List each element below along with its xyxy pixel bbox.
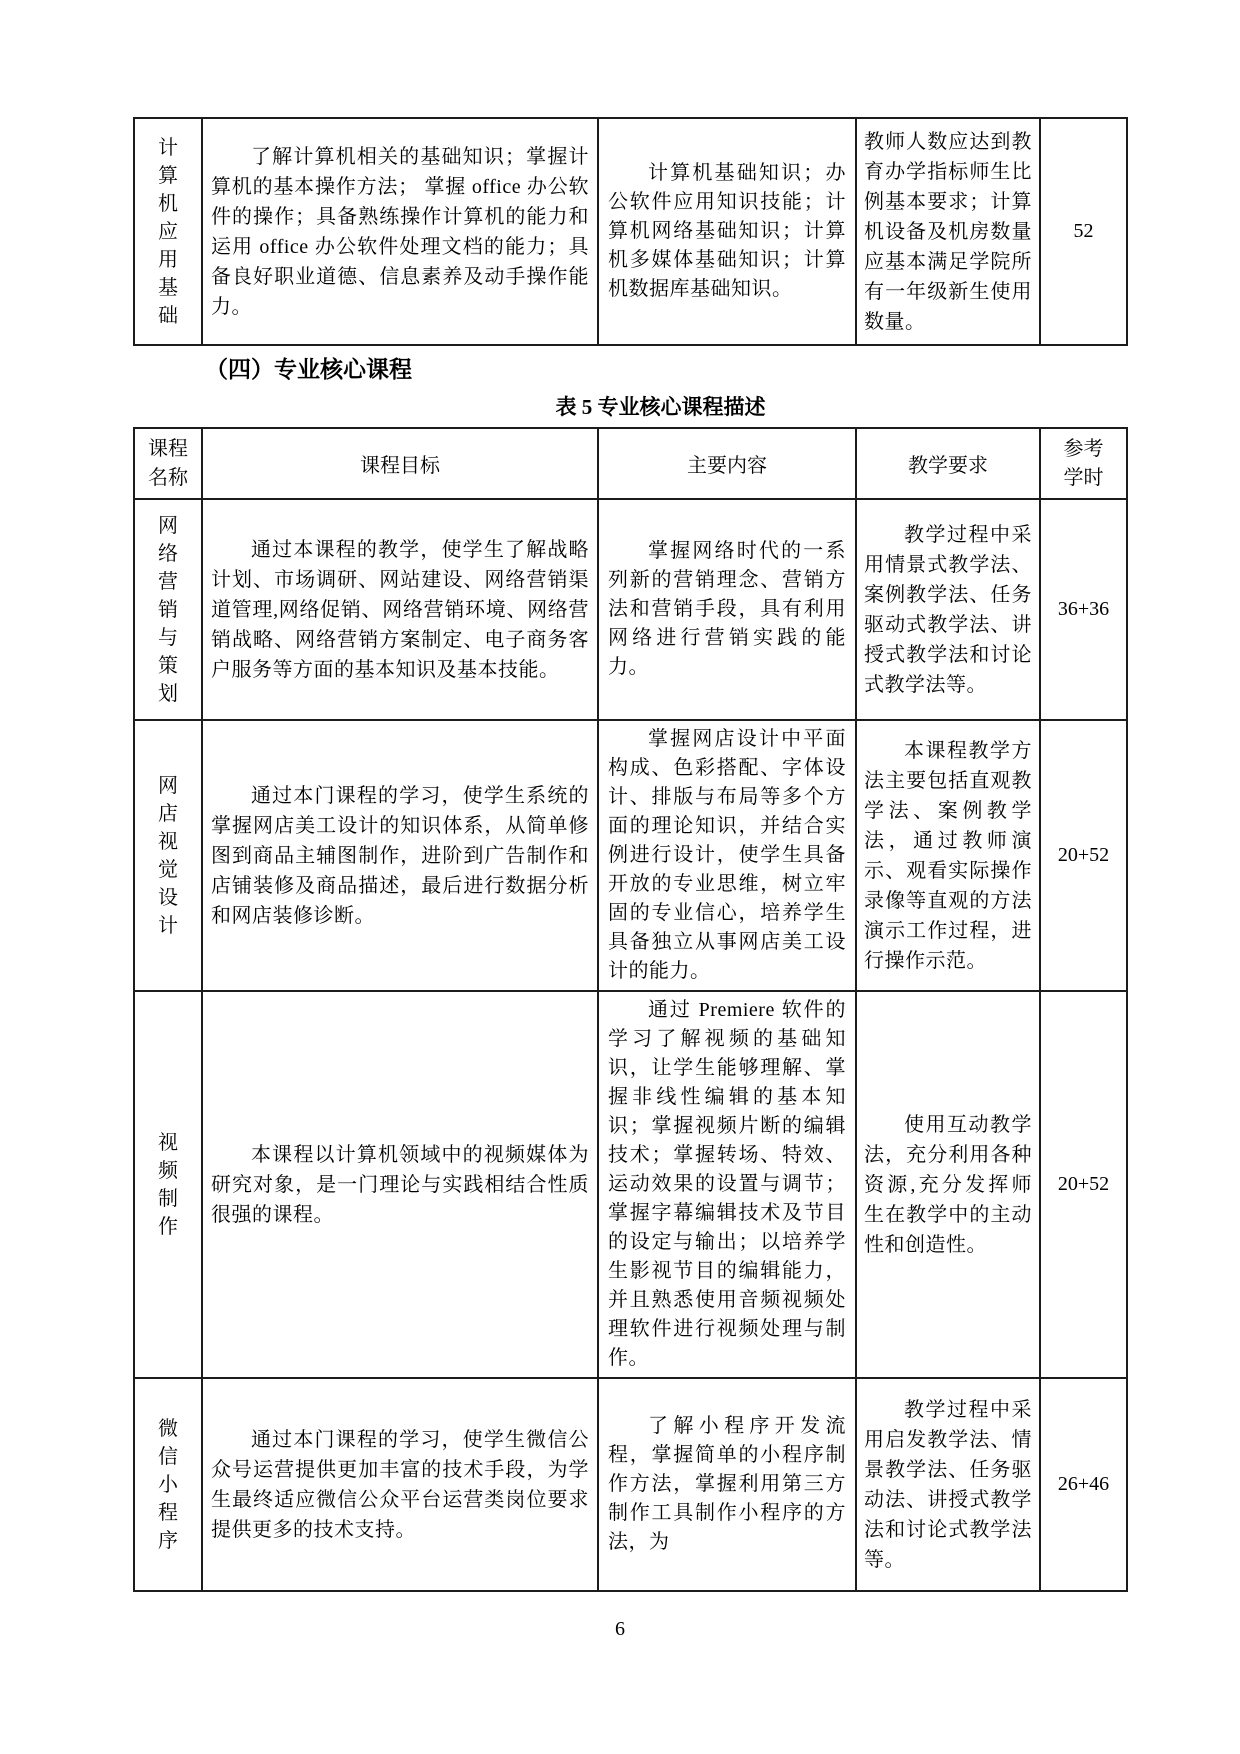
- course-goal-cell: [202, 720, 598, 991]
- course-requirement-cell: [856, 499, 1040, 720]
- course-name-cell: [134, 991, 202, 1378]
- course-requirement: 教师人数应达到教育办学指标师生比例基本要求；计算机设备及机房数量应基本满足学院所有一年级新生使用数量。: [864, 130, 1032, 333]
- course-name: 网店视觉设计: [158, 774, 178, 937]
- header-teaching-requirement: 教学要求: [856, 428, 1040, 499]
- course-name: 微信小程序: [158, 1417, 178, 1552]
- header-reference-hours: 参考学时: [1040, 428, 1127, 499]
- course-requirement-cell: [856, 118, 1040, 345]
- course-goal-cell: [202, 1378, 598, 1591]
- course-content: 计算机基础知识；办公软件应用知识技能；计算机网络基础知识；计算机多媒体基础知识；计算机数据库基础知识。: [608, 162, 846, 300]
- course-requirement: 使用互动教学法，充分利用各种资源,充分发挥师生在教学中的主动性和创造性。: [864, 1113, 1032, 1256]
- table-caption: 表 5 专业核心课程描述: [555, 395, 766, 419]
- course-content-cell: [598, 1378, 856, 1591]
- core-course-table: [133, 427, 1128, 1592]
- course-goal-cell: [202, 991, 598, 1378]
- course-requirement: 教学过程中采用启发教学法、情景教学法、任务驱动法、讲授式教学法和讨论式教学法等。: [864, 1398, 1032, 1571]
- course-goal: 通过本门课程的学习，使学生系统的掌握网店美工设计的知识体系，从简单修图到商品主辅图制作，进阶到广告制作和店铺装修及商品描述，最后进行数据分析和网店装修诊断。: [211, 784, 589, 927]
- course-hours: 36+36: [1040, 499, 1127, 720]
- basic-course-table: [133, 117, 1128, 346]
- course-content-cell: [598, 118, 856, 345]
- course-content: 掌握网店设计中平面构成、色彩搭配、字体设计、排版与布局等多个方面的理论知识，并结合实例进行设计，使学生具备开放的专业思维，树立牢固的专业信心，培养学生具备独立从事网店美工设计的能力。: [608, 728, 846, 982]
- table-header-row: [134, 428, 1127, 499]
- header-course-name: 课程名称: [134, 428, 202, 499]
- table-row: [134, 720, 1127, 991]
- course-name: 网络营销与策划: [158, 514, 178, 705]
- course-hours: 20+52: [1040, 991, 1127, 1378]
- table-row: [134, 1378, 1127, 1591]
- course-hours: 52: [1040, 118, 1127, 345]
- course-requirement-cell: [856, 720, 1040, 991]
- table-row: [134, 118, 1127, 345]
- course-content: 通过 Premiere 软件的学习了解视频的基础知识，让学生能够理解、掌握非线性编辑的基本知识；掌握视频片断的编辑技术；掌握转场、特效、运动效果的设置与调节；掌握字幕编辑技术及节目的设定与输出；以培养学生影视节目的编辑能力，并且熟悉使用音频视频处理软件进行视频处理与制作。: [608, 999, 846, 1369]
- course-hours: 20+52: [1040, 720, 1127, 991]
- course-goal: 了解计算机相关的基础知识；掌握计算机的基本操作方法； 掌握 office 办公软件的操作；具备熟练操作计算机的能力和运用 office 办公软件处理文档的能力；具备良好职业道德、信息素养及动手操作能力。: [211, 145, 589, 318]
- course-requirement: 本课程教学方法主要包括直观教学法、案例教学法，通过教师演示、观看实际操作录像等直观的方法演示工作过程，进行操作示范。: [864, 739, 1032, 972]
- section-heading: （四）专业核心课程: [205, 357, 412, 382]
- course-name-cell: [134, 1378, 202, 1591]
- course-requirement: 教学过程中采用情景式教学法、案例教学法、任务驱动式教学法、讲授式教学法和讨论式教学法等。: [864, 523, 1032, 696]
- course-goal: 通过本课程的教学，使学生了解战略计划、市场调研、网站建设、网络营销渠道管理,网络促销、网络营销环境、网络营销战略、网络营销方案制定、电子商务客户服务等方面的基本知识及基本技能。: [211, 538, 589, 681]
- header-main-content: 主要内容: [598, 428, 856, 499]
- course-content: 掌握网络时代的一系列新的营销理念、营销方法和营销手段，具有利用网络进行营销实践的能力。: [608, 540, 846, 678]
- course-name-cell: [134, 499, 202, 720]
- course-goal-cell: [202, 499, 598, 720]
- course-goal-cell: [202, 118, 598, 345]
- course-content-cell: [598, 499, 856, 720]
- course-content-cell: [598, 720, 856, 991]
- course-name: 视频制作: [158, 1131, 178, 1238]
- course-requirement-cell: [856, 1378, 1040, 1591]
- core-table-body: [134, 499, 1127, 1591]
- course-name-cell: [134, 118, 202, 345]
- page-content: [133, 117, 1126, 1592]
- course-content: 了解小程序开发流程，掌握简单的小程序制作方法，掌握利用第三方制作工具制作小程序的方法，为: [608, 1415, 846, 1553]
- table-row: [134, 991, 1127, 1378]
- table-row: [134, 499, 1127, 720]
- course-name: 计算机应用基础: [158, 136, 178, 327]
- course-requirement-cell: [856, 991, 1040, 1378]
- course-goal: 通过本门课程的学习，使学生微信公众号运营提供更加丰富的技术手段，为学生最终适应微信公众平台运营类岗位要求提供更多的技术支持。: [211, 1428, 589, 1541]
- course-name-cell: [134, 720, 202, 991]
- course-content-cell: [598, 991, 856, 1378]
- header-course-goal: 课程目标: [202, 428, 598, 499]
- page-number: 6: [615, 1618, 625, 1640]
- course-goal: 本课程以计算机领域中的视频媒体为研究对象，是一门理论与实践相结合性质很强的课程。: [211, 1143, 589, 1226]
- course-hours: 26+46: [1040, 1378, 1127, 1591]
